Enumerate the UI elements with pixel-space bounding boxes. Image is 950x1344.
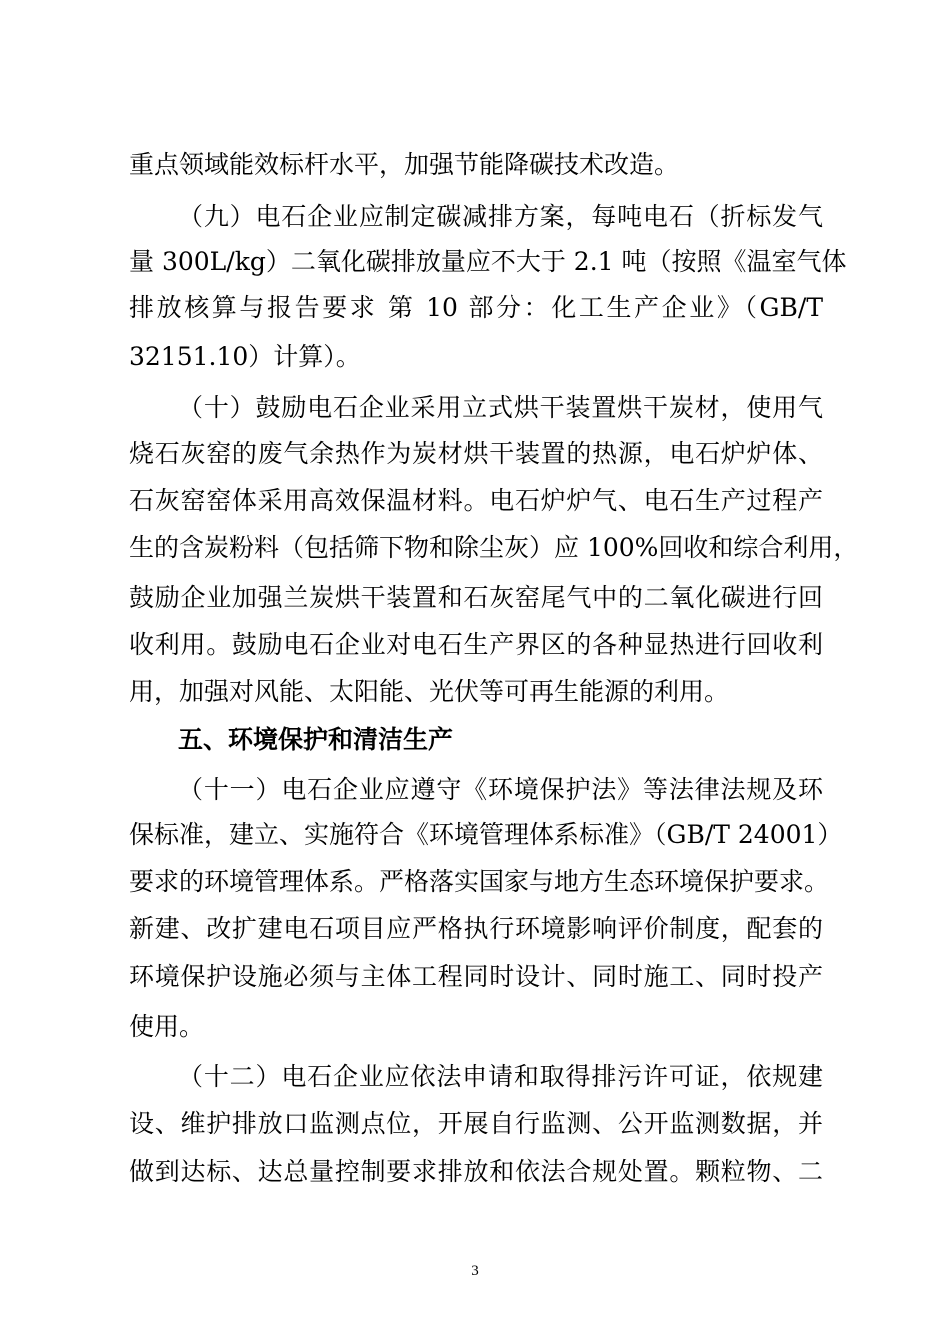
body-text-line: 石灰窑窑体采用高效保温材料。电石炉炉气、电石生产过程产 — [129, 486, 823, 515]
page-number: 3 — [471, 1263, 479, 1279]
body-text-line: 32151.10）计算）。 — [129, 342, 361, 371]
body-text-line: 要求的环境管理体系。严格落实国家与地方生态环境保护要求。 — [129, 867, 830, 896]
body-text-line: （十二）电石企业应依法申请和取得排污许可证，依规建 — [178, 1062, 823, 1091]
body-text-line: 排放核算与报告要求 第 10 部分：化工生产企业》（GB/T — [129, 293, 823, 322]
body-text-line: （十）鼓励电石企业采用立式烘干装置烘干炭材，使用气 — [178, 393, 823, 422]
body-text-line: 烧石灰窑的废气余热作为炭材烘干装置的热源，电石炉炉体、 — [129, 439, 823, 468]
body-text-line: 收利用。鼓励电石企业对电石生产界区的各种显热进行回收利 — [129, 630, 823, 659]
body-text-line: 生的含炭粉料（包括筛下物和除尘灰）应 100%回收和综合利用， — [129, 533, 859, 562]
body-text-line: 重点领域能效标杆水平，加强节能降碳技术改造。 — [129, 150, 680, 179]
body-text-line: 鼓励企业加强兰炭烘干装置和石灰窑尾气中的二氧化碳进行回 — [129, 583, 823, 612]
body-text-line: （十一）电石企业应遵守《环境保护法》等法律法规及环 — [178, 775, 823, 804]
body-text-line: 设、维护排放口监测点位，开展自行监测、公开监测数据，并 — [129, 1109, 823, 1138]
body-text-line: 用，加强对风能、太阳能、光伏等可再生能源的利用。 — [129, 677, 730, 706]
body-text-line: （九）电石企业应制定碳减排方案，每吨电石（折标发气 — [178, 202, 823, 231]
body-text-line: 使用。 — [129, 1012, 205, 1041]
body-text-line: 新建、改扩建电石项目应严格执行环境影响评价制度，配套的 — [129, 914, 823, 943]
body-text-line: 做到达标、达总量控制要求排放和依法合规处置。颗粒物、二 — [129, 1157, 823, 1186]
body-text-line: 量 300L/kg）二氧化碳排放量应不大于 2.1 吨（按照《温室气体 — [129, 247, 847, 276]
body-text-line: 环境保护设施必须与主体工程同时设计、同时施工、同时投产 — [129, 962, 823, 991]
body-text-line: 保标准，建立、实施符合《环境管理体系标准》（GB/T 24001） — [129, 820, 843, 849]
section-heading: 五、环境保护和清洁生产 — [178, 725, 454, 754]
